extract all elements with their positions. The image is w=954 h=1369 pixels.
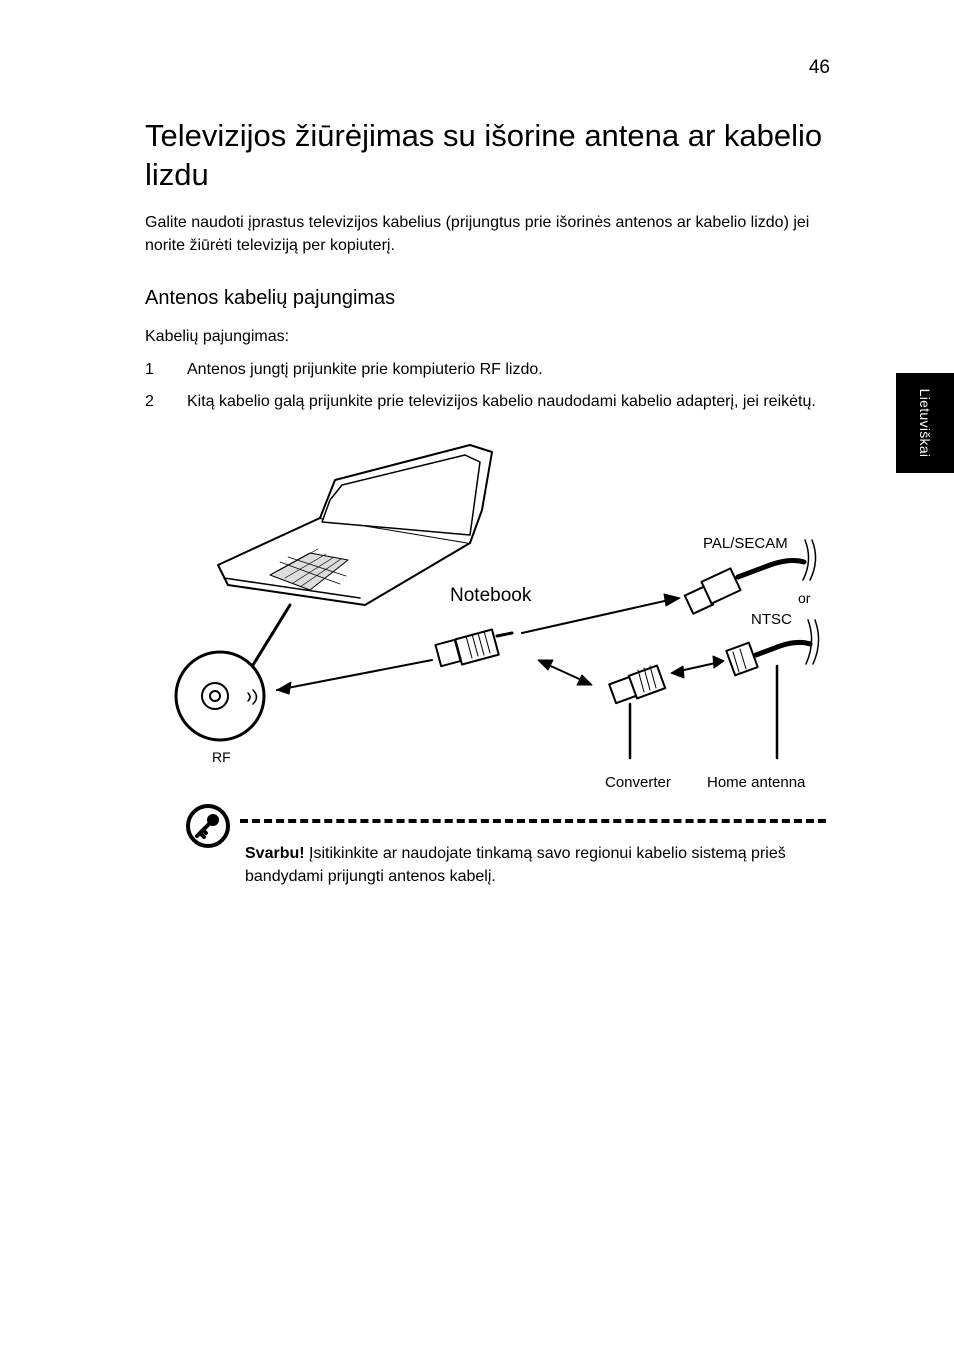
step-text: Antenos jungtį prijunkite prie kompiuterio RF lizdo. — [187, 361, 543, 378]
rf-label: RF — [212, 749, 231, 765]
important-note — [245, 842, 825, 888]
key-icon — [185, 803, 231, 849]
arrowhead — [664, 594, 680, 606]
section-heading: Antenos kabelių pajungimas — [145, 287, 396, 309]
arrowhead — [277, 682, 291, 694]
ntsc-label: NTSC — [751, 611, 792, 628]
step-number: 1 — [145, 361, 154, 378]
intro-paragraph: Galite naudoti įprastus televizijos kabelius (prijungtus prie išorinės antenos ar kabelio lizdo) jei norite žiūrėti televiziją per kopiuterį. — [145, 214, 810, 254]
step-text: Kitą kabelio galą prijunkite prie televizijos kabelio naudodami kabelio adapterį, jei reikėtų. — [187, 393, 816, 410]
coax-plug-illustration — [435, 630, 512, 667]
arrow-to-pal-secam — [522, 598, 678, 633]
converter-illustration — [609, 666, 665, 758]
language-label: Lietuviškai — [917, 388, 933, 458]
ntsc-connector-illustration — [726, 620, 818, 758]
converter-label: Converter — [605, 774, 671, 791]
note-text: Įsitikinkite ar naudojate tinkamą savo regionui kabelio sistemą prieš bandydami prijungti antenos kabelį. — [245, 845, 786, 885]
note-divider — [240, 819, 826, 823]
notebook-label: Notebook — [450, 585, 532, 606]
page-title: Televizijos žiūrėjimas su išorine antena ar kabelio lizdu — [145, 118, 823, 192]
connection-diagram — [170, 440, 830, 800]
arrow-to-rf — [277, 660, 432, 690]
notebook-illustration — [218, 445, 492, 665]
note-label: Svarbu! — [245, 845, 305, 862]
step-number: 2 — [145, 393, 154, 410]
steps-intro: Kabelių pajungimas: — [145, 328, 290, 345]
pal-secam-label: PAL/SECAM — [703, 535, 788, 552]
or-label: or — [798, 590, 811, 606]
rf-port-illustration — [176, 652, 264, 740]
language-side-tab — [896, 373, 954, 473]
page-number: 46 — [808, 57, 830, 78]
home-antenna-label: Home antenna — [707, 774, 806, 791]
